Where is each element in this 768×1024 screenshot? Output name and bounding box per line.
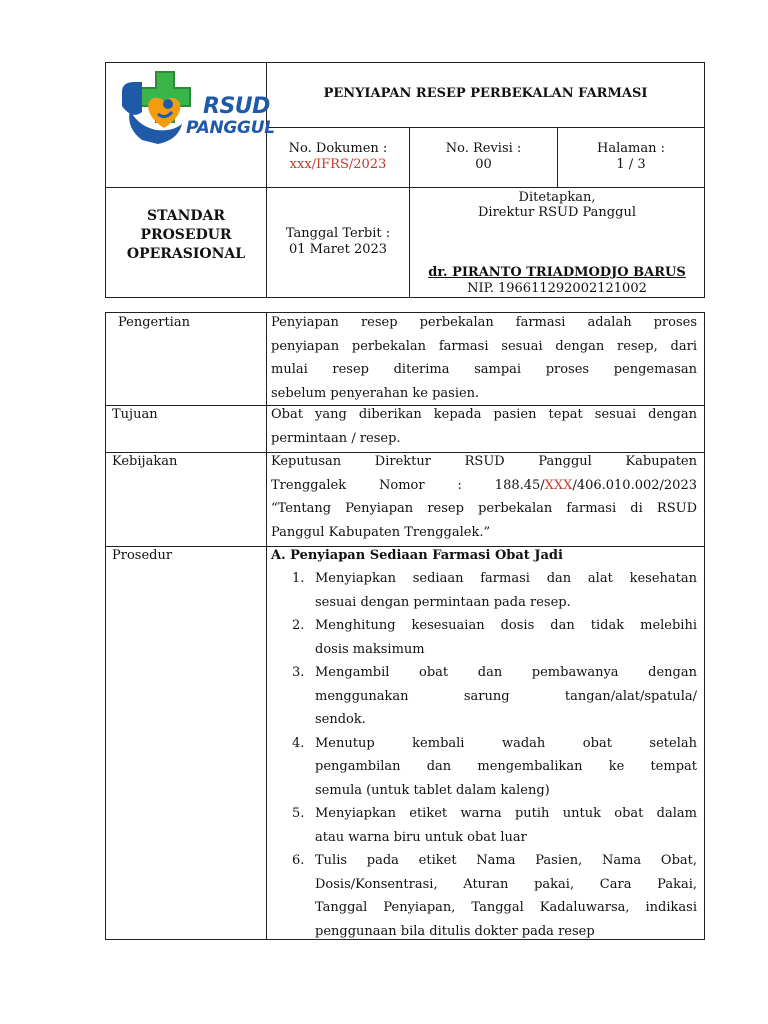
list-item: [288, 802, 697, 849]
tujuan-line: Obat yang diberikan kepada pasien tepat sesuai dengan: [271, 407, 697, 422]
kebijakan-number-post: /406.010.002/2023: [572, 477, 697, 493]
step-number: 2.: [292, 618, 305, 633]
step-line: Tanggal Penyiapan, Tanggal Kadaluwarsa, indikasi: [315, 900, 697, 915]
step-line: Menutup kembali wadah obat setelah: [315, 735, 697, 751]
step-number: 6.: [292, 853, 305, 868]
kebijakan-line: “Tentang Penyiapan resep perbekalan farmasi di RSUD: [271, 501, 697, 516]
step-line: Tulis pada etiket Nama Pasien, Nama Obat,: [315, 853, 697, 868]
pengertian-line: sebelum penyerahan ke pasien.: [271, 385, 480, 401]
sop-line-3: OPERASIONAL: [126, 246, 246, 262]
step-line: Menyiapkan etiket warna putih untuk obat dalam: [315, 806, 697, 821]
tujuan-text: [271, 403, 697, 450]
row-label-kebijakan: Kebijakan: [112, 454, 178, 469]
pengertian-text: [271, 311, 697, 405]
row-label-pengertian: Pengertian: [118, 315, 190, 330]
list-item: [288, 567, 697, 614]
kebijakan-number-pre: Trenggalek Nomor : 188.45/: [271, 477, 545, 493]
list-item: [288, 614, 697, 661]
director-nip: NIP. 196611292002121002: [467, 281, 647, 296]
step-line: Menyiapkan sediaan farmasi dan alat kesehatan: [315, 571, 697, 586]
page-value: 1 / 3: [616, 157, 646, 172]
logo-text-rsud: RSUD: [203, 94, 270, 119]
pengertian-line: mulai resep diterima sampai proses pengemasan: [271, 362, 697, 377]
step-line: menggunakan sarung tangan/alat/spatula/: [315, 688, 697, 704]
issue-date-label: Tanggal Terbit :: [285, 226, 391, 241]
step-line: semula (untuk tablet dalam kaleng): [315, 782, 550, 798]
step-line: Dosis/Konsentrasi, Aturan pakai, Cara Pakai,: [315, 876, 697, 892]
logo-cross-blue: [122, 82, 142, 115]
hospital-logo: [112, 66, 275, 166]
doc-number-value: xxx/IFRS/2023: [289, 157, 387, 172]
step-line: Mengambil obat dan pembawanya dengan: [315, 665, 697, 680]
list-item: [288, 732, 697, 803]
revision-label: No. Revisi :: [445, 141, 522, 156]
step-line: sendok.: [315, 712, 366, 727]
step-line: sesuai dengan permintaan pada resep.: [315, 594, 571, 610]
list-item: [288, 661, 697, 732]
revision-value: 00: [475, 157, 492, 172]
director-name: dr. PIRANTO TRIADMODJO BARUS: [428, 265, 686, 280]
row-label-tujuan: Tujuan: [112, 407, 158, 422]
step-number: 1.: [292, 571, 305, 586]
established-label: Ditetapkan,: [518, 190, 596, 205]
step-line: dosis maksimum: [315, 641, 425, 657]
established-by: Direktur RSUD Panggul: [478, 205, 636, 220]
row-label-prosedur: Prosedur: [112, 548, 173, 563]
step-number: 4.: [292, 735, 305, 751]
prosedur-steps: [288, 567, 697, 943]
step-line: atau warna biru untuk obat luar: [315, 829, 527, 845]
pengertian-line: penyiapan perbekalan farmasi sesuai dengan resep, dari: [271, 338, 697, 354]
kebijakan-line: Keputusan Direktur RSUD Panggul Kabupaten: [271, 454, 697, 469]
list-item: [288, 849, 697, 943]
pengertian-line: Penyiapan resep perbekalan farmasi adalah proses: [271, 315, 697, 330]
doc-number-label: No. Dokumen :: [288, 141, 388, 156]
step-line: penggunaan bila ditulis dokter pada resep: [315, 923, 595, 939]
kebijakan-line: Panggul Kabupaten Trenggalek.”: [271, 524, 491, 540]
step-number: 3.: [292, 665, 305, 680]
document-title: PENYIAPAN RESEP PERBEKALAN FARMASI: [323, 86, 648, 101]
sop-line-2: PROSEDUR: [140, 227, 232, 243]
kebijakan-line-number: [271, 474, 697, 498]
issue-date-value: 01 Maret 2023: [288, 242, 388, 257]
step-number: 5.: [292, 806, 305, 821]
prosedur-section-title: A. Penyiapan Sediaan Farmasi Obat Jadi: [271, 548, 563, 563]
step-line: Menghitung kesesuaian dosis dan tidak melebihi: [315, 618, 697, 633]
logo-text-panggul: PANGGUL: [186, 118, 275, 138]
kebijakan-number-red: XXX: [544, 477, 573, 493]
tujuan-line: permintaan / resep.: [271, 430, 401, 446]
page-label: Halaman :: [597, 141, 665, 156]
step-line: pengambilan dan mengembalikan ke tempat: [315, 759, 697, 774]
sop-label: [106, 207, 266, 264]
sop-line-1: STANDAR: [146, 208, 226, 224]
kebijakan-text: [271, 450, 697, 544]
